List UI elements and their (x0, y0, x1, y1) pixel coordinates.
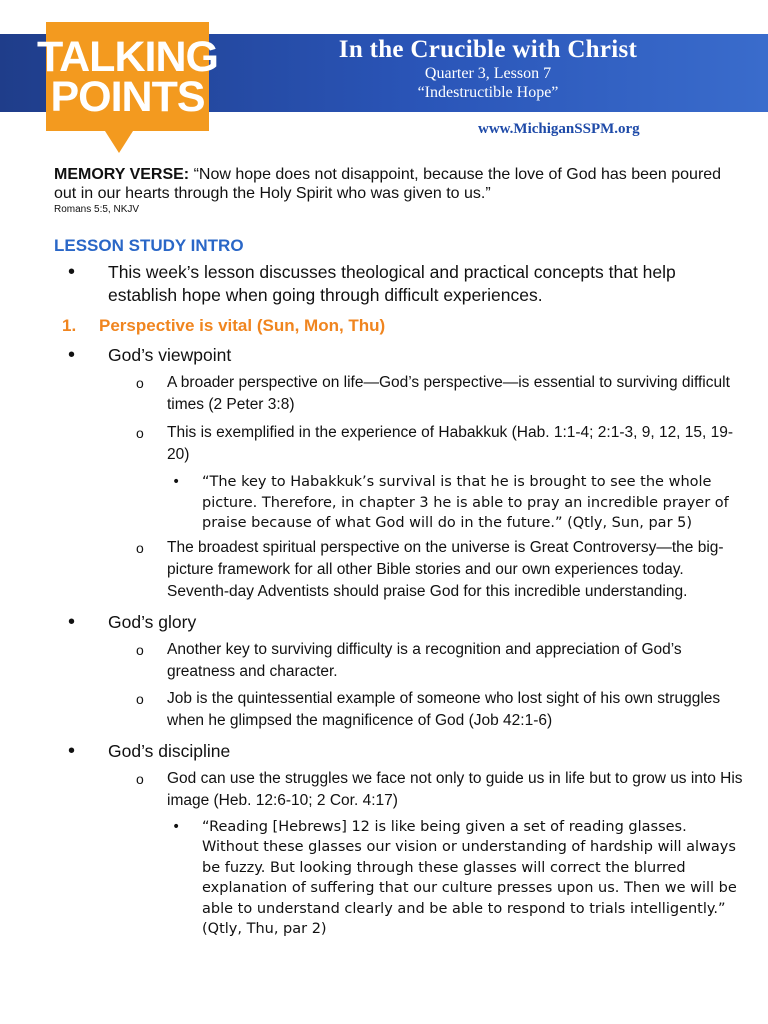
bullet-icon: • (68, 261, 76, 283)
lesson-title: “Indestructible Hope” (417, 84, 559, 101)
viewpoint-quote (54, 472, 744, 534)
discipline-bullet (54, 740, 744, 763)
circle-bullet-icon: o (136, 690, 144, 707)
viewpoint-sub-3-text: The broadest spiritual perspective on the universe is Great Controversy—the big-picture framework for all other Bible stories and our own experiences today. Seventh-day Adventists should praise God for this incredible understanding. (167, 538, 724, 600)
intro-heading: LESSON STUDY INTRO (54, 236, 244, 255)
lesson-series-title: In the Crucible with Christ (338, 36, 638, 63)
viewpoint-sub-1 (54, 372, 744, 416)
section-1-number: 1. (62, 316, 77, 335)
memory-verse (54, 165, 744, 203)
glory-bullet (54, 611, 744, 634)
viewpoint-sub-2-text: This is exemplified in the experience of Habakkuk (Hab. 1:1-4; 2:1-3, 9, 12, 15, 19-20) (167, 424, 734, 463)
memory-verse-reference: Romans 5:5, NKJV (54, 204, 140, 215)
bullet-icon: • (68, 344, 76, 366)
bullet-icon: • (68, 610, 76, 633)
viewpoint-bullet (54, 344, 744, 367)
viewpoint-label: God’s viewpoint (108, 345, 232, 365)
memory-verse-text: “Now hope does not disappoint, because the love of God has been poured out in our hearts through the Holy Spirit who was given to us.” (54, 166, 722, 202)
small-bullet-icon: • (172, 818, 181, 835)
logo-speech-tail (105, 131, 133, 153)
discipline-sub-1-text: God can use the struggles we face not only to guide us in life but to grow us into His image (Heb. 12:6-10; 2 Cor. 4:17) (167, 769, 743, 809)
discipline-quote (54, 817, 744, 940)
logo-line-1: TALKING (37, 32, 218, 81)
intro-bullet (54, 261, 744, 307)
viewpoint-sub-3 (54, 537, 744, 603)
bullet-icon: • (68, 739, 76, 762)
intro-bullet-text: This week’s lesson discusses theological and practical concepts that help establish hope when going through difficult experiences. (108, 262, 676, 305)
website-link[interactable]: www.MichiganSSPM.org (478, 121, 640, 137)
circle-bullet-icon: o (136, 425, 144, 441)
circle-bullet-icon: o (136, 641, 144, 658)
circle-bullet-icon: o (136, 770, 144, 787)
discipline-sub-1 (54, 768, 744, 812)
viewpoint-sub-1-text: A broader perspective on life—God’s perspective—is essential to surviving difficult times (2 Peter 3:8) (167, 374, 730, 413)
small-bullet-icon: • (172, 474, 181, 490)
glory-sub-2 (54, 688, 744, 732)
glory-sub-1-text: Another key to surviving difficulty is a recognition and appreciation of God’s greatness and character. (167, 640, 682, 680)
circle-bullet-icon: o (136, 539, 144, 556)
glory-sub-1 (54, 639, 744, 683)
document-body (54, 165, 744, 940)
header-text (208, 34, 768, 112)
viewpoint-sub-2 (54, 422, 744, 466)
memory-verse-label: MEMORY VERSE: (54, 166, 190, 183)
lesson-number: Quarter 3, Lesson 7 (424, 65, 552, 82)
section-1-heading (54, 316, 744, 336)
glory-sub-2-text: Job is the quintessential example of someone who lost sight of his own struggles when he glimpsed the magnificence of God (Job 42:1-6) (167, 689, 721, 729)
circle-bullet-icon: o (136, 375, 144, 391)
section-1-title: Perspective is vital (Sun, Mon, Thu) (99, 316, 386, 335)
viewpoint-quote-text: “The key to Habakkuk’s survival is that he is brought to see the whole picture. Therefore, in chapter 3 he is able to pray an incredible prayer of praise because of what God will do in the future.” (Qtly, Sun, par 5) (202, 474, 729, 531)
glory-label: God’s glory (108, 611, 197, 632)
discipline-label: God’s discipline (108, 740, 231, 761)
logo-line-2: POINTS (50, 72, 205, 121)
discipline-quote-text: “Reading [Hebrews] 12 is like being given a set of reading glasses. Without these glasses our vision or understanding of hardship will always be fuzzy. But looking through these glasses will correct the blurred explanation of suffering that our culture presses upon us. Then we will be able to understand clearly and be able to respond to trials intelligently.” (Qtly, Thu, par 2) (202, 818, 737, 937)
talking-points-logo (37, 22, 218, 131)
